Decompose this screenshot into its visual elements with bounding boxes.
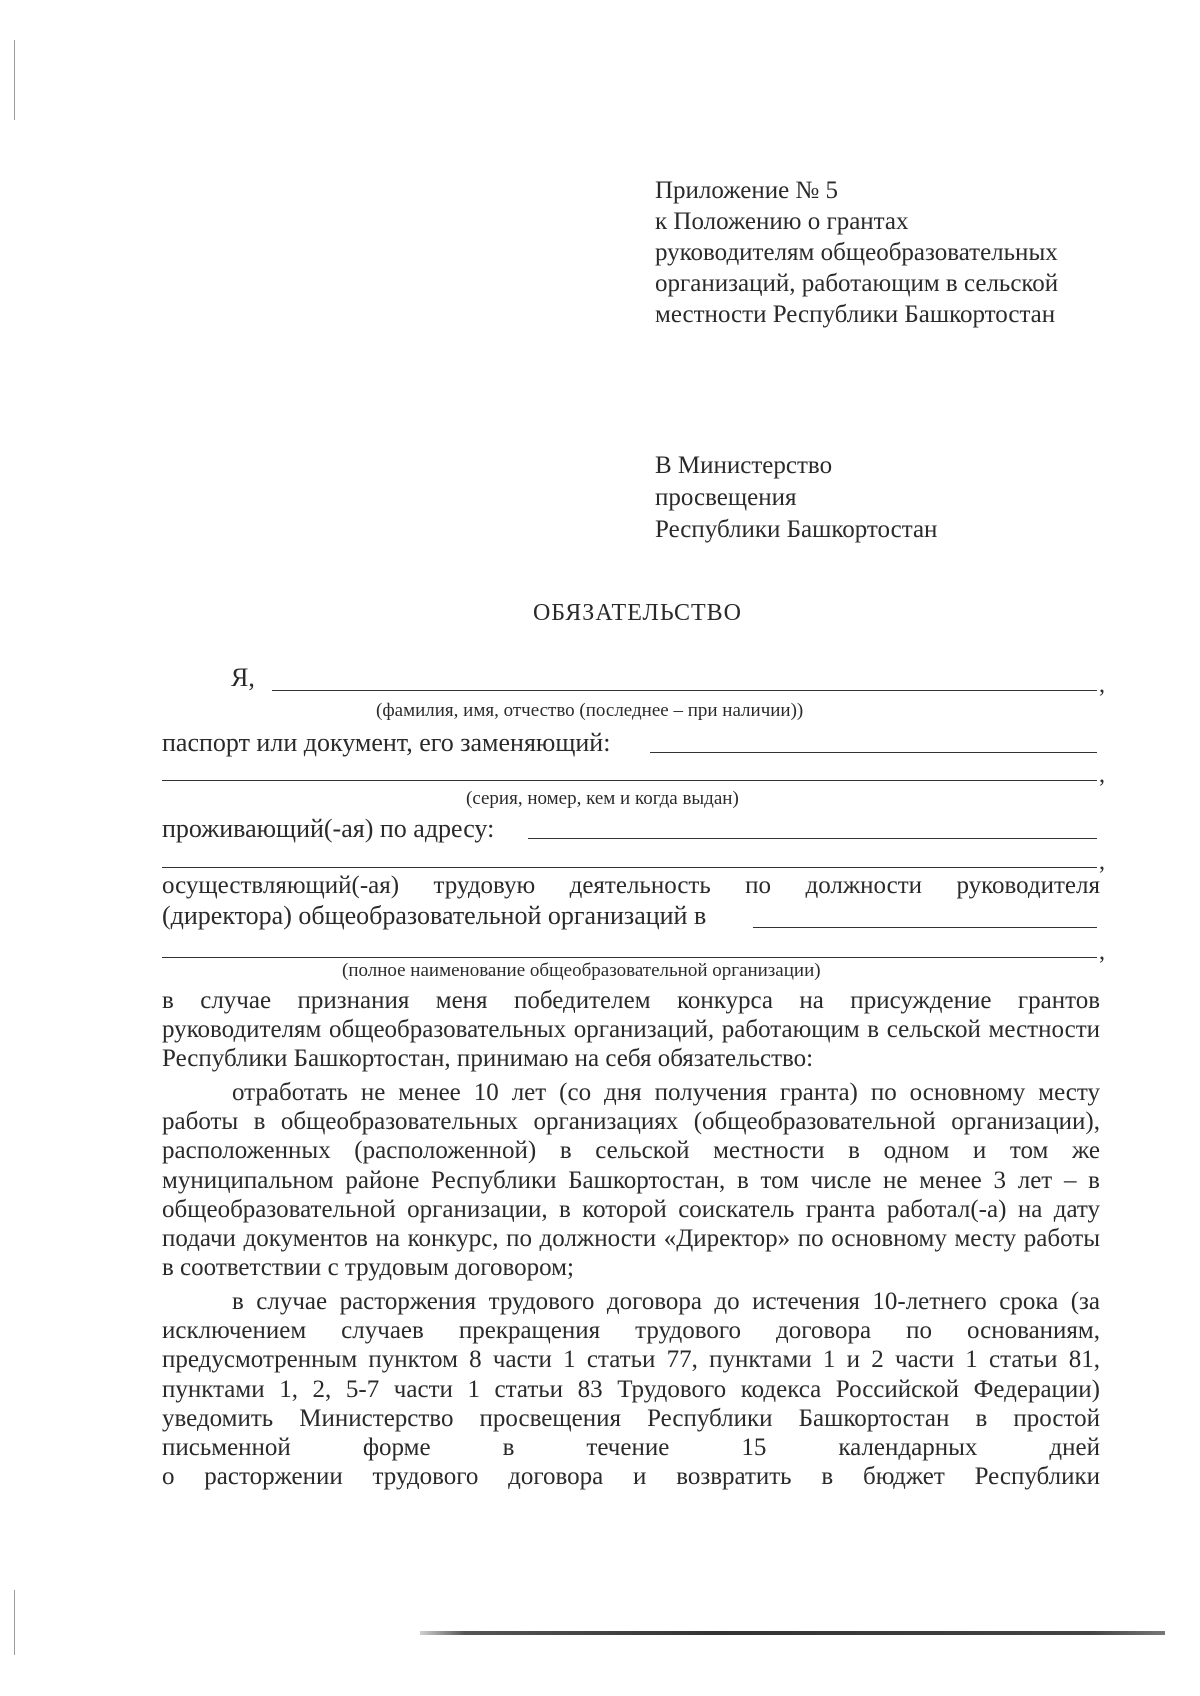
fio-caption: (фамилия, имя, отчество (последнее – при наличии)) <box>376 700 804 721</box>
address-label: проживающий(-ая) по адресу: <box>162 814 495 843</box>
scan-artifact-line <box>420 1631 1165 1635</box>
addressee-line: В Министерство <box>655 452 833 479</box>
comma: , <box>1099 672 1105 698</box>
scan-artifact-top <box>14 40 15 120</box>
passport-field[interactable] <box>650 752 1097 753</box>
scan-artifact-bottom <box>14 1590 15 1655</box>
address-field-continued[interactable] <box>162 867 1097 868</box>
position-line: осуществляющий(-ая) трудовую деятельность по должности руководителя <box>162 872 1100 899</box>
passport-field-continued[interactable] <box>162 780 1097 781</box>
annex-line: руководителям общеобразовательных <box>655 239 1058 266</box>
address-field[interactable] <box>528 838 1097 839</box>
paragraph-intro: в случае признания меня победителем конкурса на присуждение грантов руководителям общеобразовательных организаций, работающим в сельской местности Республики Башкортостан, принимаю на себя обязательство: <box>162 987 1100 1073</box>
annex-line: к Положению о грантах <box>655 208 909 235</box>
annex-line: организаций, работающим в сельской <box>655 270 1059 297</box>
paragraph-obligation-termination: в случае расторжения трудового договора до истечения 10-летнего срока (за исключением случаев прекращения трудового договора по основаниям, предусмотренным пунктом 8 части 1 статьи 77, пунктами 1 и 2 части 1 статьи 81, пунктами 1, 2, 5-7 части 1 статьи 83 Трудового кодекса Российской Федерации) уведомить Министерство просвещения Республики Башкортостан в простой письменной форме в течение 15 календарных дней <box>162 1288 1100 1462</box>
addressee-line: просвещения <box>655 484 797 511</box>
addressee-line: Республики Башкортостан <box>655 516 938 543</box>
paragraph-obligation-termination-continued: о расторжении трудового договора и возвратить в бюджет Республики <box>162 1463 1100 1490</box>
comma: , <box>1099 762 1105 788</box>
position-line-2: (директора) общеобразовательной организаций в <box>162 901 707 930</box>
organization-caption: (полное наименование общеобразовательной организации) <box>342 960 821 981</box>
passport-label: паспорт или документ, его заменяющий: <box>162 728 611 757</box>
annex-header <box>655 175 1115 330</box>
document-title: ОБЯЗАТЕЛЬСТВО <box>532 600 743 626</box>
organization-field-continued[interactable] <box>162 957 1097 958</box>
addressee-block <box>655 450 1115 546</box>
annex-line: Приложение № 5 <box>655 177 839 204</box>
annex-line: местности Республики Башкортостан <box>655 301 1056 328</box>
ya-label: Я, <box>231 663 255 692</box>
organization-field[interactable] <box>753 927 1097 928</box>
passport-caption: (серия, номер, кем и когда выдан) <box>466 788 739 809</box>
comma: , <box>1099 939 1105 965</box>
fio-field[interactable] <box>272 690 1097 691</box>
paragraph-obligation-work: отработать не менее 10 лет (со дня получения гранта) по основному месту работы в общеобразовательных организациях (общеобразовательной организации), расположенных (расположенной) в сельской местности в одном и том же муниципальном районе Республики Башкортостан, в том числе не менее 3 лет – в общеобразовательной организации, в которой соискатель гранта работал(-а) на дату подачи документов на конкурс, по должности «Директор» по основному месту работы в соответствии с трудовым договором; <box>162 1079 1100 1282</box>
comma: , <box>1099 849 1105 875</box>
